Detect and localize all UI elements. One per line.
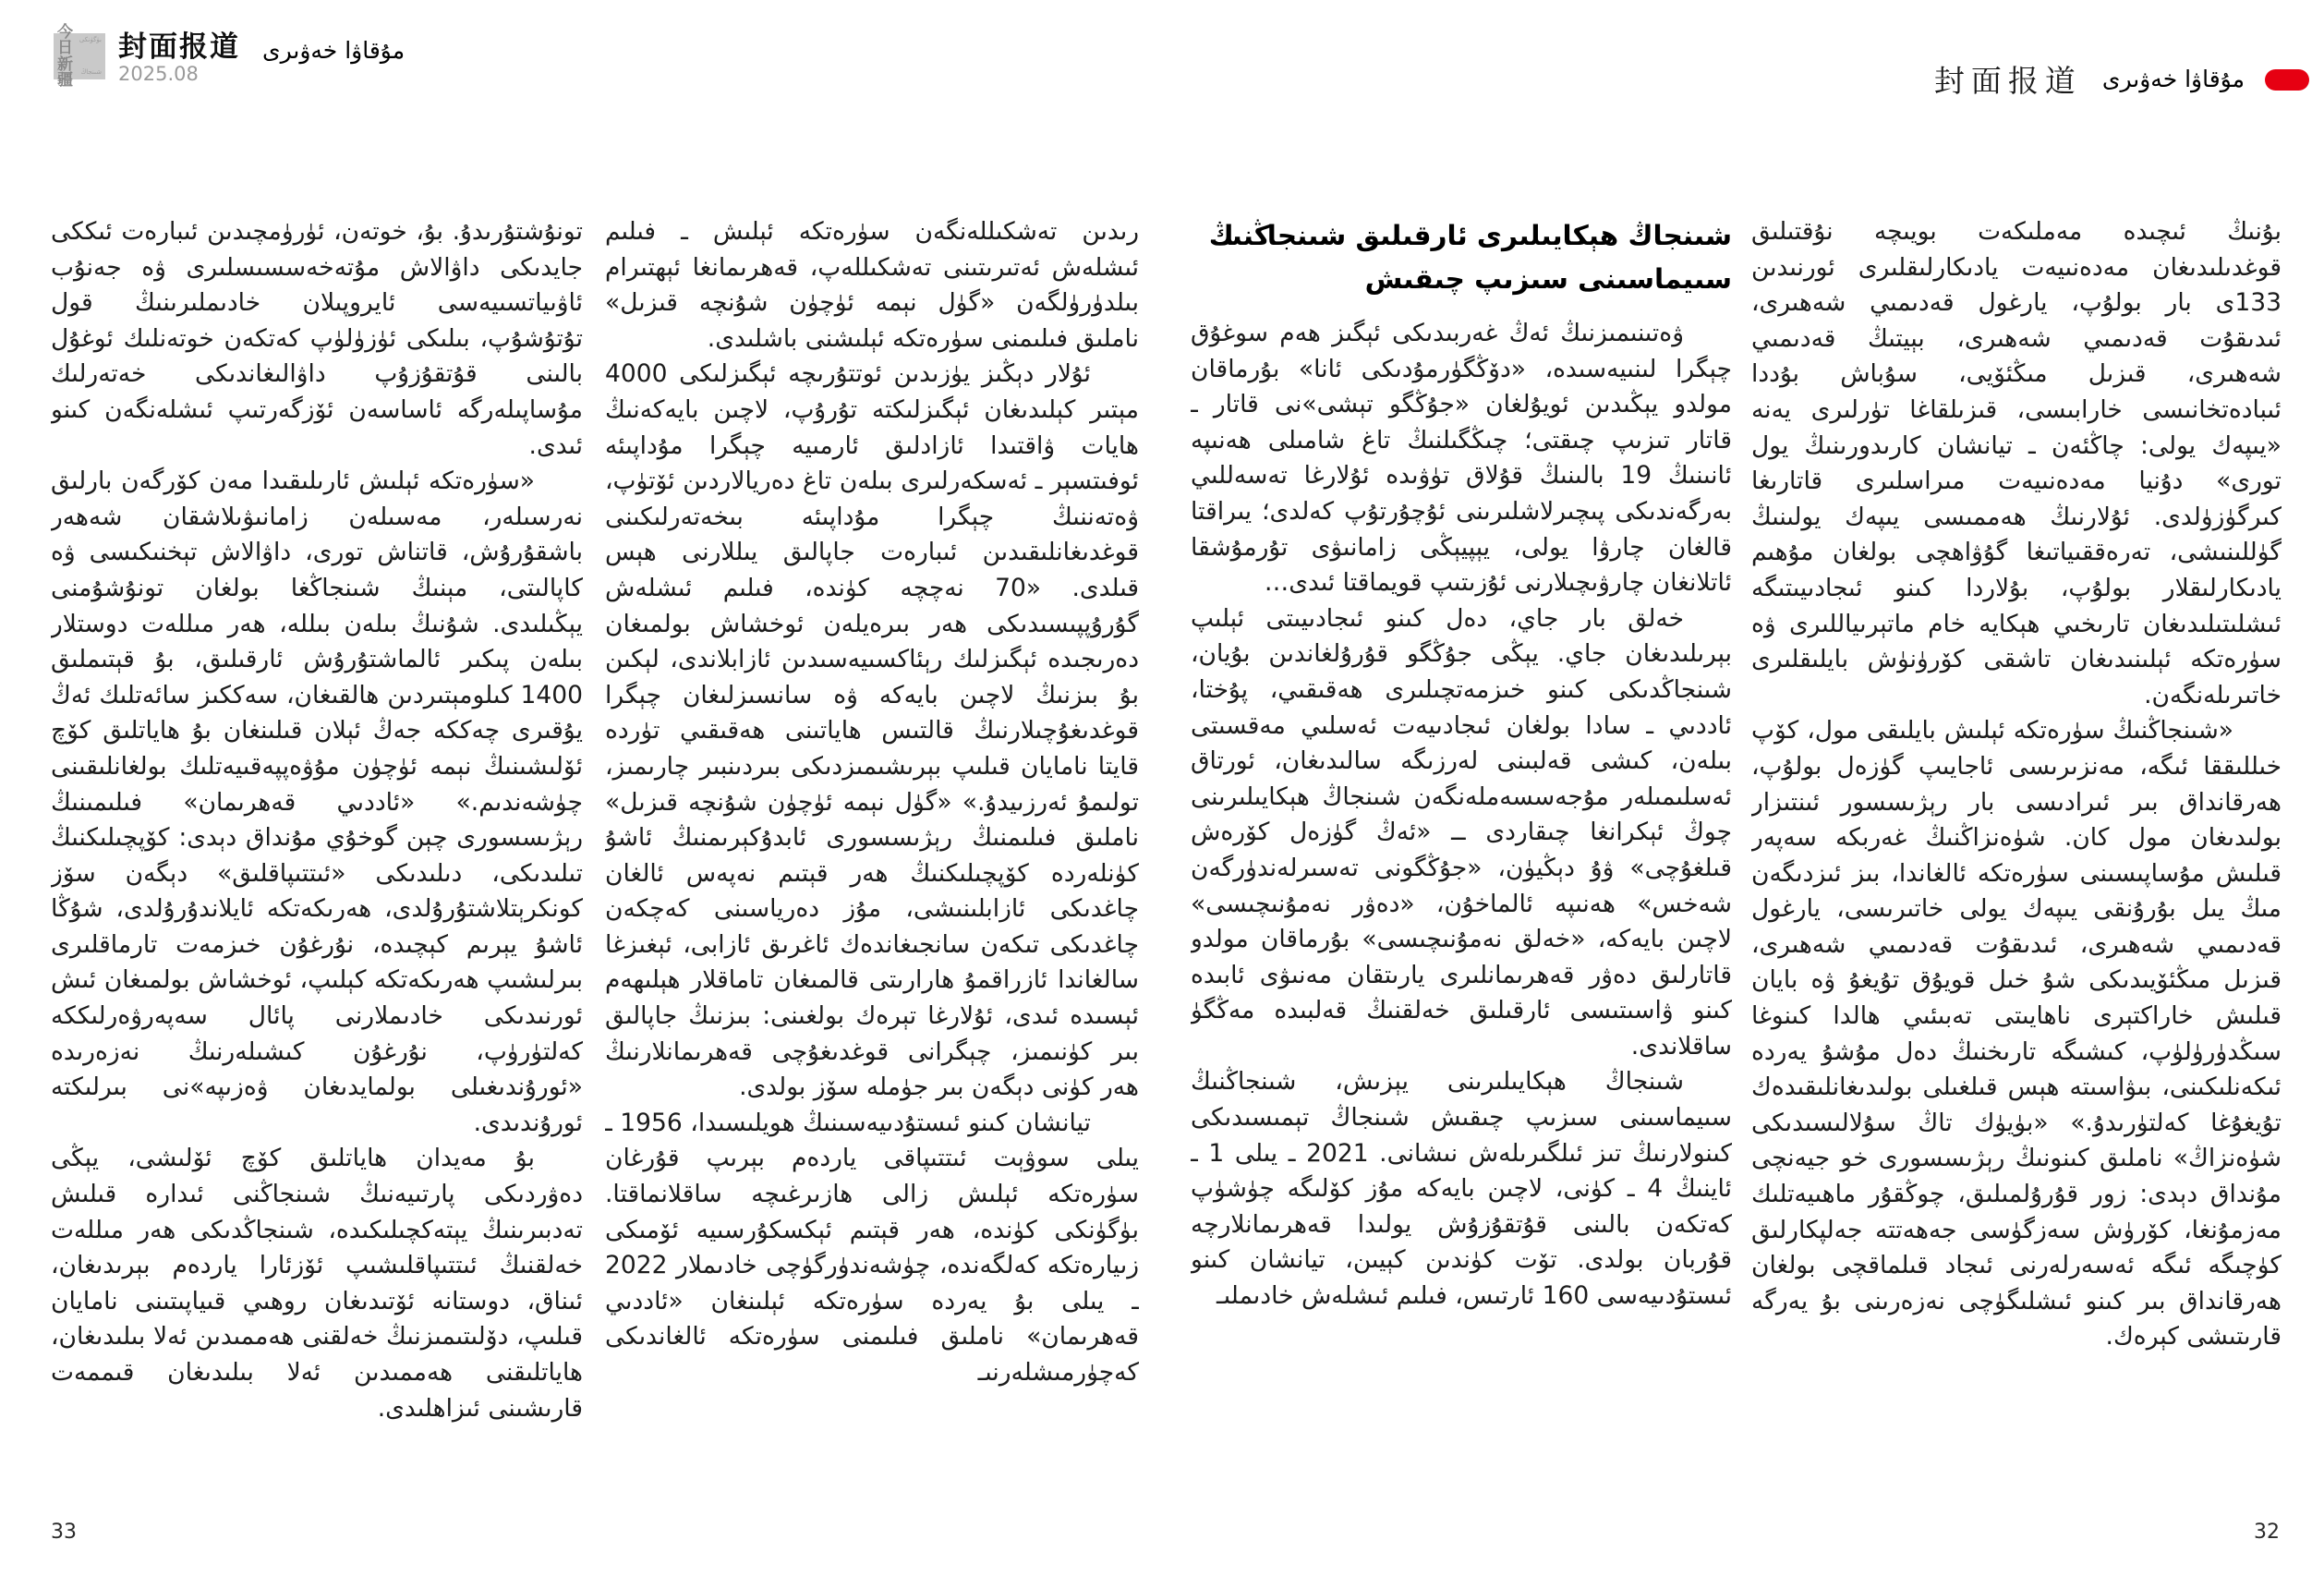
column-left-inner [605,214,1139,1508]
paragraph: ۋەتىنىمىزنىڭ ئەڭ غەربىدىكى ئېگىز ھەم سوغۇق چېگرا لىنىيەسىدە، «دۆڭگۈرمۇدىكى ئانا» بۇرماقان مولدو يېڭىدىن ئويۇلغان «جۇڭگو تېشى»نى قاتار ـ قاتار تىزىپ چىقتى؛ چىڭگىلنىڭ تاغ شامىلى ھەنىپە ئانىنىڭ 19 بالىنىڭ قۇلاق تۈۋىدە ئۇلارغا تەسەللىي بەرگەندىكى پىچىرلاشلىرىنى ئۇچۇرتۇپ كەلدى؛ يىراقتا قالغان چارۋا يولى، يېپيېڭى زامانىۋى تۇرمۇشقا ئاتلانغان چارۋىچىلارنى ئۇزىتىپ قويماقتا ئىدى… [1191,319,1732,598]
logo-cn-bottom: 新疆 [57,55,74,90]
logo-cn-top: 今日 [57,22,74,57]
header-left [54,22,410,90]
column-left-outer [51,214,583,1508]
paragraph: بۇ مەيدان ھاياتلىق كۆچ ئۆلىشى، يېڭى دەۋردىكى پارتىيەنىڭ شىنجاڭنى ئىدارە قىلىش تەدبىرىنىڭ يېتەكچىلىكىدە، شىنجاڭدىكى ھەر مىللەت خەلقنىڭ ئىتتىپاقلىشىپ ئۆزئارا ياردەم بېرىدىغان، ئىناق، دوستانە ئۆتىدىغان روھىي قىياپىتىنى نامايان قىلىپ، دۆلىتىمىزنىڭ خەلقنى ھەممىدىن ئەلا بىلىدىغان، ھاياتلىقنى ھەممىدىن ئەلا بىلىدىغان قىممەت قارىشىنى ئىزاھلىدى. [51,1144,583,1423]
paragraph: رىدىن تەشكىللەنگەن سۈرەتكە ئېلىش ـ فىلىم ئىشلەش ئەتىرىتىنى تەشكىللەپ، قەھرىمانغا ئېھتىرام بىلدۈرۈلگەن «گۈل نېمە ئۈچۈن شۇنچە قىزىل» ناملىق فىلىمنى سۈرەتكە ئېلىشنى باشلىدى. [605,217,1139,353]
paragraph: بۇنىڭ ئىچىدە مەملىكەت بويىچە نۇقتىلىق قوغدىلىدىغان مەدەنىيەت يادىكارلىقلىرى ئورنىدىن 133ى بار بولۇپ، يارغول قەدىمىي شەھىرى، ئىدىقۇت قەدىمىي شەھىرى، بېيتىڭ قەدىمىي شەھىرى، قىزىل مىڭئۆيى، سۇباش بۇددا ئىبادەتخانىسى خارابىسى، قىزىلقاغا تۈرلىرى يەنە «يىپەك يولى: چاڭئەن ـ تيانشان كارىدورىنىڭ يول تورى» دۇنيا مەدەنىيەت مىراسلىرى قاتارىغا كىرگۈزۈلدى. ئۇلارنىڭ ھەممىسى يىپەك يولىنىڭ گۈللىنىشى، تەرەققىياتىغا گۇۋاھچى بولغان مۇھىم يادىكارلىقلار بولۇپ، بۇلاردا كىنو ئىجادىيىتىگە ئىشلىتىلىدىغان تارىخىي ھېكايە خام ماتېرىياللىرى ۋە سۈرەتكە ئېلىنىدىغان تاشقى كۆرۈنۈش بايلىقلىرى خاتىرىلەنگەن. [1751,217,2282,709]
paragraph: خەلق بار جاي، دەل كىنو ئىجادىيىتى ئېلىپ بېرىلىدىغان جاي. يېڭى جۇڭگو قۇرۇلغاندىن بۇيان، شىنجاڭدىكى كىنو خىزمەتچىلىرى ھەقىقىي، پۇختا، ئاددىي ـ سادا بولغان ئىجادىيەت ئەسلىي مەقسىتى بىلەن، كىشى قەلبىنى لەرزىگە سالىدىغان، ئورتاق ئەسلىمىلەر مۇجەسسەملەنگەن شىنجاڭ ھېكايىلىرىنى چوڭ ئېكرانغا چىقاردى ــ «ئەڭ گۈزەل كۆرەش قىلغۇچى» ۋۇ دېڭيۈن، «جۇڭگونى تەسىرلەندۈرگەن شەخس» ھەنىپە ئالماخۇن، «دەۋر نەمۇنىچىسى» لاچىن بايەكە، «خەلق نەمۇنىچىسى» بۇرماقان مولدو قاتارلىق دەۋر قەھرىمانلىرى يارىتقان مەنىۋى ئابىدە كىنو ۋاسىتىسى ئارقىلىق خەلقنىڭ قەلبىدە مەڭگۈ ساقلاندى. [1191,603,1732,1061]
paragraph: تونۇشتۇرىدۇ. بۇ، خوتەن، ئۈرۈمچىدىن ئىبارەت ئىككى جايدىكى داۋالاش مۇتەخەسسىسلىرى ۋە جەنۇب ئاۋىياتسىيەسى ئايروپىلان خادىملىرىنىڭ قول تۇتۇشۇپ، بىلىكى ئۈزۈلۈپ كەتكەن خوتەنلىك ئوغۇل بالىنى قۇتقۇزۇپ داۋالىغاندىكى خەتەرلىك مۇساپىلەرگە ئاساسەن ئۆزگەرتىپ ئىشلەنگەن كىنو ئىدى. [51,217,583,460]
page-number-left: 33 [51,1521,77,1544]
section-title-cn-right: 封面报道 [1933,63,2082,99]
issue-date: 2025.08 [118,63,199,85]
section-title-uy-left: مۇقاۋا خەۋىرى [262,37,405,64]
paragraph: «سۈرەتكە ئېلىش ئارىلىقىدا مەن كۆرگەن بارلىق نەرسىلەر، مەسىلەن زامانىۋىلاشقان شەھەر باشقۇرۇش، قاتناش تورى، داۋالاش تېخنىكىسى ۋە كاپالىتى، مېنىڭ شىنجاڭغا بولغان تونۇشۇمنى يېڭىلىدى. شۇنىڭ بىلەن بىللە، ھەر مىللەت دوستلار بىلەن پىكىر ئالماشتۇرۇش ئارقىلىق، بۇ قېتىملىق 1400 كىلومېتىردىن ھالقىغان، سەككىز سائەتلىك ئەڭ يۇقىرى چەككە جەڭ ئېلان قىلىنغان بۇ ھاياتلىق كۆچ ئۆلىشىنىڭ نېمە ئۈچۈن مۇۋەپپەقىيەتلىك بولغانلىقىنى چۈشەندىم.» «ئاددىي قەھرىمان» فىلىمىنىڭ رېژىسسورى چېن گوخۇي مۇنداق دېدى: كۆپچىلىكنىڭ تىلىدىكى، دىلىدىكى «ئىتتىپاقلىق» دېگەن سۆز كونكرېتلاشتۇرۇلدى، ھەرىكەتكە ئايلاندۇرۇلدى، شۇڭا ئاشۇ يېرىم كېچىدە، نۇرغۇن خىزمەت تارماقلىرى بىرلىشىپ ھەرىكەتكە كېلىپ، ئوخشاش بولمىغان ئىش ئورنىدىكى خادىملارنى پائال سەپەرۋەرلىككە كەلتۈرۈپ، نۇرغۇن كىشىلەرنىڭ نەزەرىدە «ئورۇندىغىلى بولمايدىغان ۋەزىپە»نى بىرلىكتە ئورۇندىدى. [51,467,583,1137]
section-title-cn-left: 封面报道 [118,30,240,64]
header-right [1934,57,2309,101]
column-right-inner [1191,214,1732,1508]
logo-uy-bottom: شىنجاڭ [80,68,102,76]
paragraph: «شىنجاڭنىڭ سۈرەتكە ئېلىش بايلىقى مول، كۆپ خىللىققا ئىگە، مەنزىرىسى ئاجايىپ گۈزەل بولۇپ، ھەرقانداق بىر ئىرادىسى بار رېژىسسور ئىنتىزار بولىدىغان مول كان. شۈەنزاڭنىڭ غەربكە سەپەر قىلىش مۇساپىسىنى سۈرەتكە ئالغاندا، بىز ئىزدىگەن مىڭ يىل بۇرۇنقى يىپەك يولى خاتىرىسى، يارغول قەدىمىي شەھىرى، ئىدىقۇت قەدىمىي شەھىرى، قىزىل مىڭئۆيىدىكى شۇ خىل قويۇق تۇيغۇ ۋە بايان قىلىش خاراكتېرى ناھايىتى تەبىئىي ھالدا كىنوغا سىڭدۈرۈلۈپ، كىشىگە تارىخنىڭ دەل مۇشۇ يەردە ئىكەنلىكىنى، بىۋاسىتە ھېس قىلغىلى بولىدىغانلىقىدەك تۇيغۇغا كەلتۈرىدۇ.» «بۈيۈك تاڭ سۇلالىسىدىكى شۈەنزاڭ» ناملىق كىنونىڭ رېژىسسورى خو جيەنچى مۇنداق دېدى: زور قۇرۇلمىلىق، چوڭقۇر ماھىيەتلىك مەزمۇنغا، كۆرۈش سەزگۈسى جەھەتتە جەلپكارلىق كۈچىگە ئىگە ئەسەرلەرنى ئىجاد قىلماقچى بولغان ھەرقانداق بىر كىنو ئىشلىگۈچى نەزەرىنى بۇ يەرگە قارىتىشى كېرەك. [1751,716,2282,1352]
logo-uy-top: بۈگۈنكى [79,36,102,43]
paragraph: تيانشان كىنو ئىستۇدىيەسىنىڭ ھويلىسىدا، 1956 ـ يىلى سوۋېت ئىتتىپاقى ياردەم بېرىپ قۇرغان سۈرەتكە ئېلىش زالى ھازىرغىچە ساقلانماقتا. بۈگۈنكى كۈندە، ھەر قېتىم ئېكسكۇرسىيە ئۆمىكى زىيارەتكە كەلگەندە، چۈشەندۈرگۈچى خادىملار 2022 ـ يىلى بۇ يەردە سۈرەتكە ئېلىنغان «ئاددىي قەھرىمان» ناملىق فىلىمنى سۈرەتكە ئالغاندىكى كەچۈرمىشلەرنىـ [605,1108,1139,1387]
paragraph: ئۇلار دېڭىز يۈزىدىن ئوتتۇرىچە ئېگىزلىكى 4000 مېتىر كېلىدىغان ئېگىزلىكتە تۇرۇپ، لاچىن بايەكەنىڭ ھايات ۋاقتىدا ئازادلىق ئارمىيە چېگرا مۇداپىئە ئوفىتسېر ـ ئەسكەرلىرى بىلەن تاغ دەريالاردىن ئۆتۈپ، ۋەتەننىڭ چېگرا مۇداپىئە بىخەتەرلىكىنى قوغدىغانلىقىدىن ئىبارەت جاپالىق يىللارنى ھېس قىلدى. «70 نەچچە كۈندە، فىلىم ئىشلەش گۇرۇپپىسىدىكى ھەر بىرەيلەن ئوخشاش بولمىغان دەرىجىدە ئېگىزلىك رېئاكسىيەسىدىن ئازابلاندى، لېكىن بۇ بىزنىڭ لاچىن بايەكە ۋە سانسىزلىغان چېگرا قوغدىغۇچىلارنىڭ قالتىس ھاياتىنى ھەقىقىي تۈردە قايتا نامايان قىلىپ بېرىشىمىزدىكى بىردىنبىر چارىمىز، تولىمۇ ئەرزىيدۇ.» «گۈل نېمە ئۈچۈن شۇنچە قىزىل» ناملىق فىلىمنىڭ رېژىسسورى ئابدۇكېرىمنىڭ ئاشۇ كۈنلەردە كۆپچىلىكنىڭ ھەر قېتىم نەپەس ئالغان چاغدىكى ئازابلىنىشى، مۇز دەرياسىنى كەچكەن چاغدىكى تىكەن سانجىغاندەك ئاغرىق ئازابى، ئېغىزغا سالغاندا ئازراقمۇ ھارارىتى قالمىغان تاماقلار ھېلىھەم ئېسىدە ئىدى، ئۇلارغا تېرەك بولغىنى: بىزنىڭ جاپالىق بىر كۈنىمىز، چېگرانى قوغدىغۇچى قەھرىمانلارنىڭ ھەر كۈنى دېگەن بىر جۈملە سۆز بولدى. [605,359,1139,1102]
article-title: شىنجاڭ ھېكايىلىرى ئارقىلىق شىنجاڭنىڭ سىيماسىنى سىزىپ چىقىش [1208,220,1732,295]
column-right-outer [1751,214,2282,1508]
section-marker [2265,69,2309,91]
section-title-uy-right: مۇقاۋا خەۋىرى [2101,66,2245,92]
magazine-logo [54,22,105,90]
page-number-right: 32 [2254,1521,2280,1544]
paragraph: شىنجاڭ ھېكايىلىرىنى يېزىش، شىنجاڭنىڭ سىيماسىنى سىزىپ چىقىش شىنجاڭ تېمىسىدىكى كىنولارنىڭ تىز ئىلگىرىلەش نىشانى. 2021 ـ يىلى 1 ـ ئاينىڭ 4 ـ كۈنى، لاچىن بايەكە مۇز كۆلىگە چۈشۈپ كەتكەن بالىنى قۇتقۇزۇش يولىدا قەھرىمانلارچە قۇربان بولدى. تۆت كۈندىن كېيىن، تيانشان كىنو ئىستۇدىيەسى 160 ئارتىس، فىلىم ئىشلەش خادىملىـ [1191,1067,1732,1311]
